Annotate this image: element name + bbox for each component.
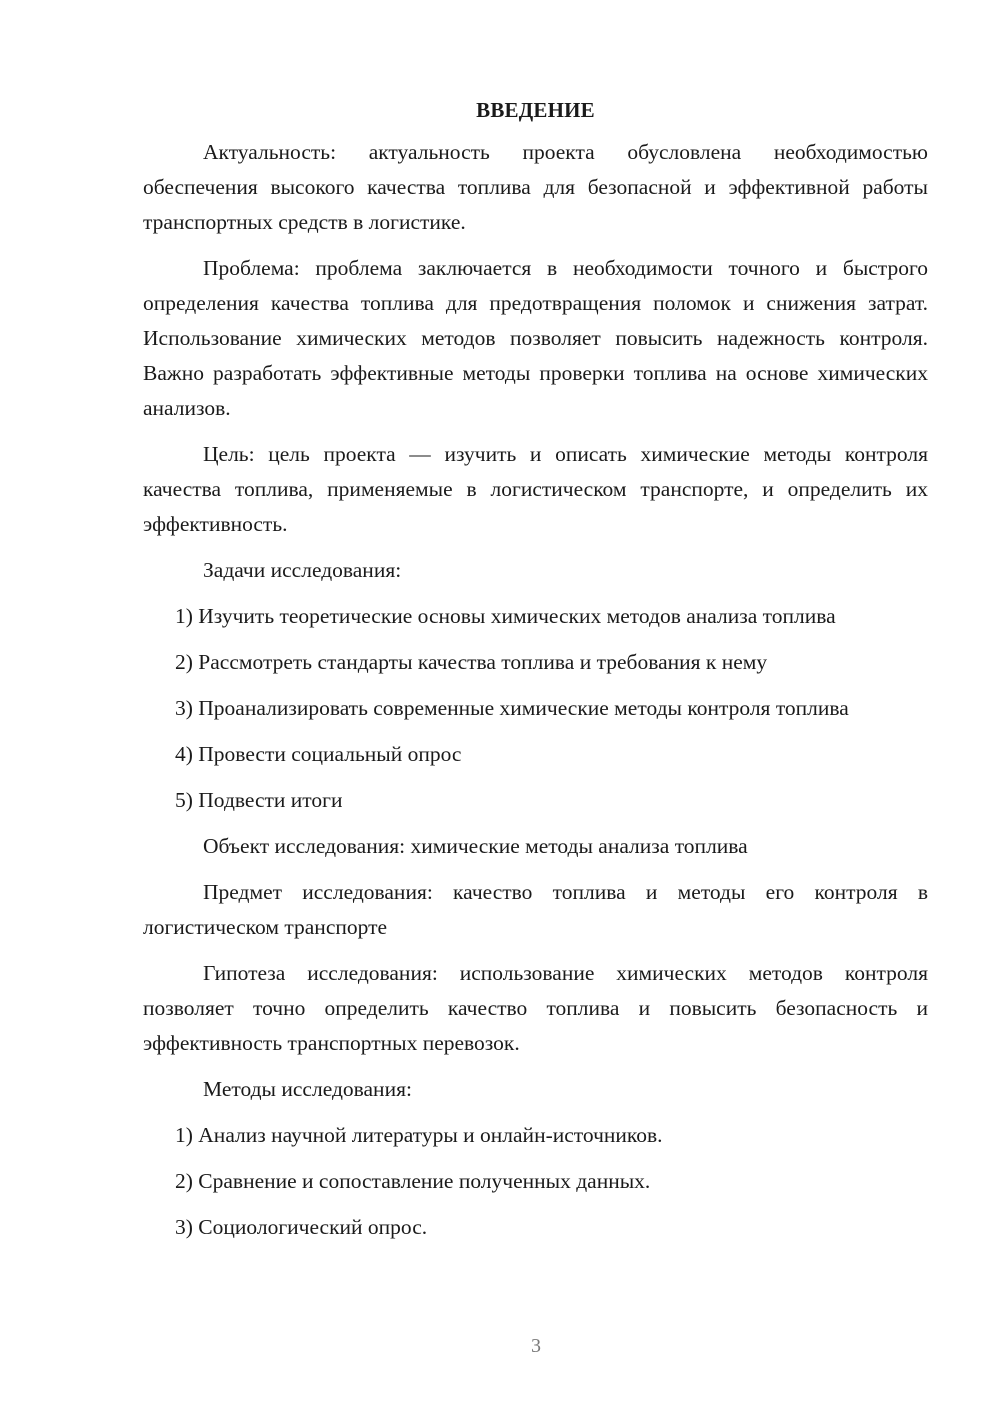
object-paragraph: Объект исследования: химические методы анализа топлива	[203, 834, 748, 858]
methods-heading: Методы исследования:	[203, 1077, 412, 1101]
task-list-item: 4) Провести социальный опрос	[175, 742, 462, 766]
method-list-item: 3) Социологический опрос.	[175, 1215, 428, 1239]
page-number: 3	[531, 1335, 541, 1357]
tasks-heading: Задачи исследования:	[203, 558, 402, 582]
task-list-item: 1) Изучить теоретические основы химических методов анализа топлива	[175, 604, 836, 628]
task-list-item: 5) Подвести итоги	[175, 788, 343, 812]
task-list-item: 2) Рассмотреть стандарты качества топлива и требования к нему	[175, 650, 768, 674]
problem-paragraph: Проблема: проблема заключается в необходимости точного и быстрого определения качества топлива для предотвращения поломок и снижения затрат. Использование химических методов позволяет повысить надежность контроля. Важно разработать эффективные методы проверки топлива на основе химических анализов.	[143, 256, 928, 420]
document-page	[143, 95, 928, 1256]
method-list-item: 1) Анализ научной литературы и онлайн-источников.	[175, 1123, 663, 1147]
relevance-paragraph: Актуальность: актуальность проекта обусловлена необходимостью обеспечения высокого качества топлива для безопасной и эффективной работы транспортных средств в логистике.	[143, 140, 928, 234]
task-list-item: 3) Проанализировать современные химические методы контроля топлива	[175, 696, 849, 720]
hypothesis-paragraph: Гипотеза исследования: использование химических методов контроля позволяет точно определить качество топлива и повысить безопасность и эффективность транспортных перевозок.	[143, 961, 928, 1055]
method-list-item: 2) Сравнение и сопоставление полученных данных.	[175, 1169, 651, 1193]
goal-paragraph: Цель: цель проекта — изучить и описать химические методы контроля качества топлива, применяемые в логистическом транспорте, и определить их эффективность.	[143, 442, 928, 536]
page-title: ВВЕДЕНИЕ	[476, 98, 595, 122]
subject-paragraph: Предмет исследования: качество топлива и методы его контроля в логистическом транспорте	[143, 880, 928, 939]
